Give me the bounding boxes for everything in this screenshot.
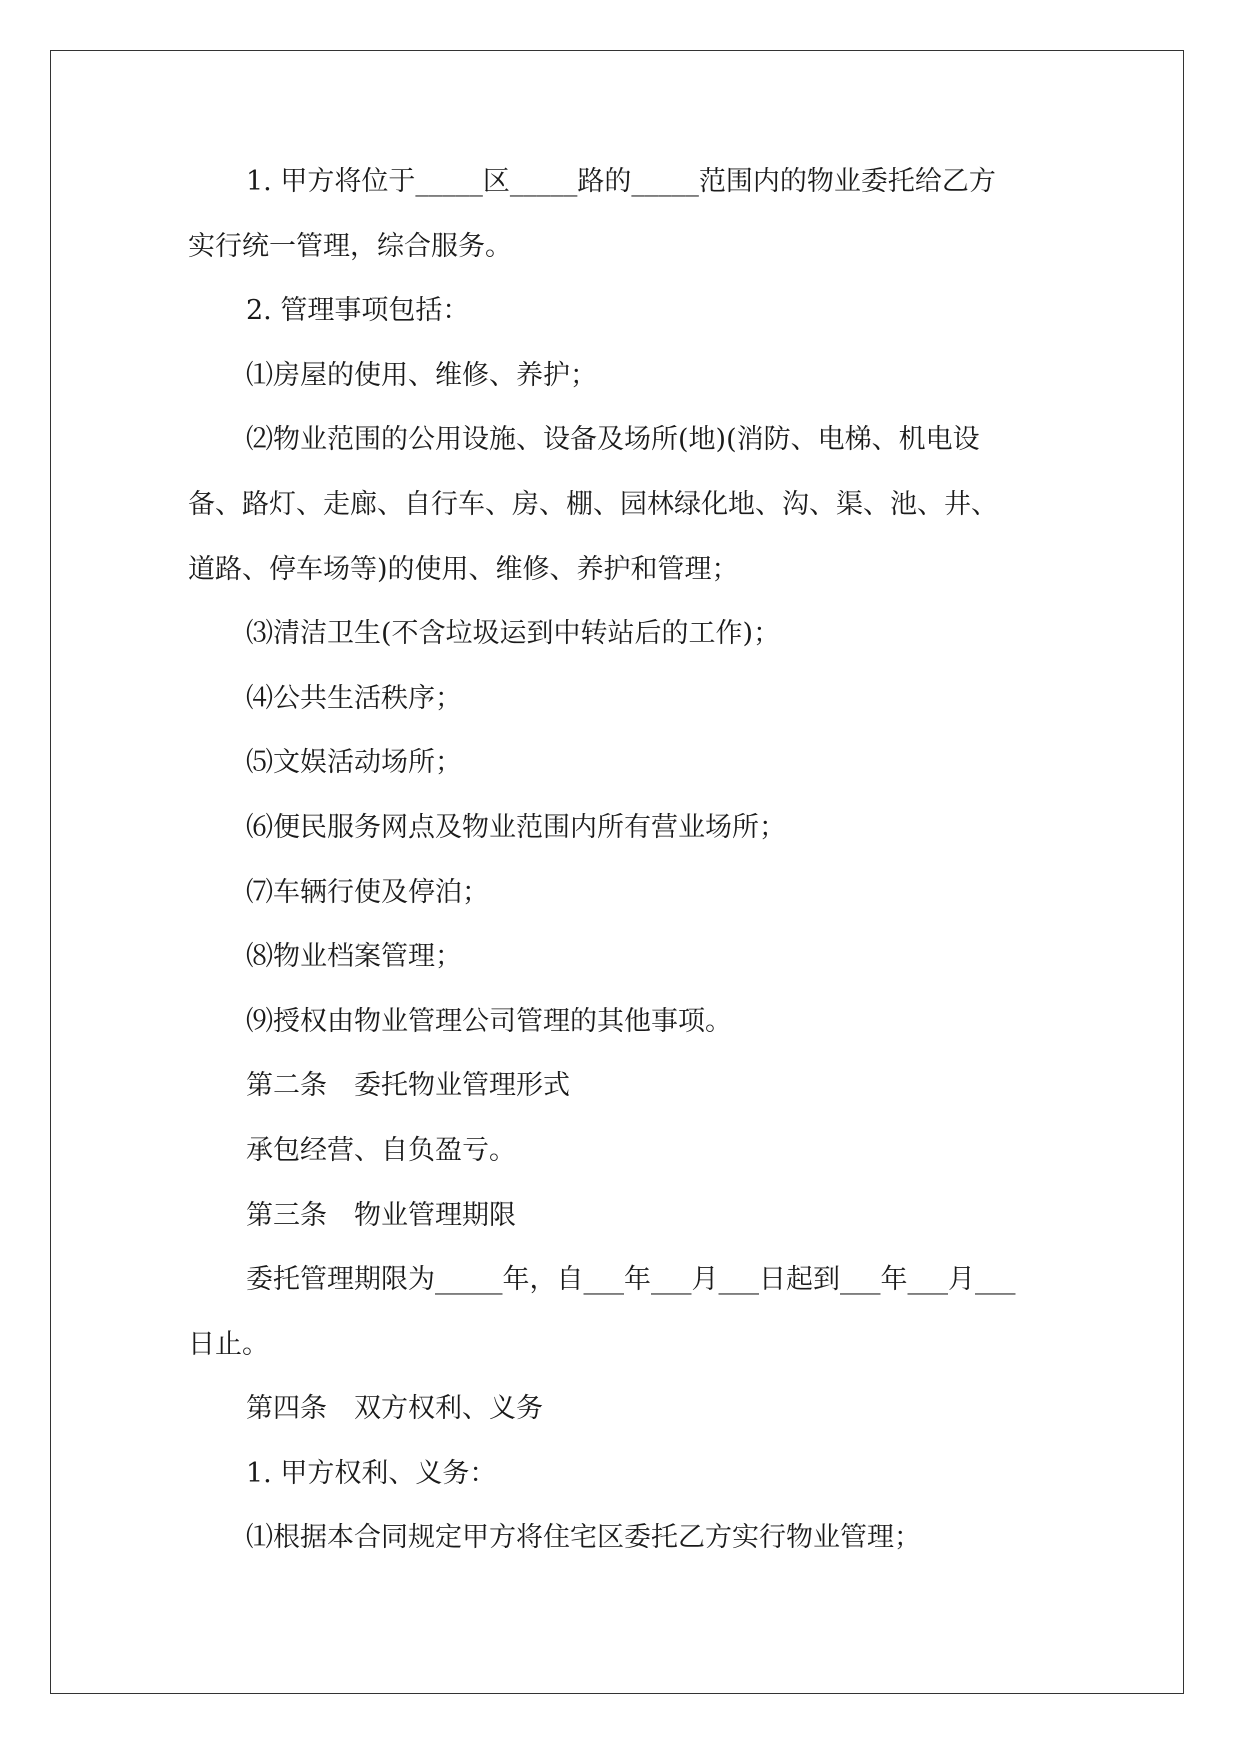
section-heading: 第二条 委托物业管理形式 [246, 1070, 570, 1102]
text-line: 道路、停车场等)的使用、维修、养护和管理； [188, 553, 739, 585]
text-line: 1. 甲方权利、义务： [246, 1457, 497, 1489]
text-line: ⑷公共生活秩序； [246, 682, 462, 714]
text-line: ⑵物业范围的公用设施、设备及场所(地)(消防、电梯、机电设 [246, 424, 980, 456]
text-line: 实行统一管理，综合服务。 [188, 230, 512, 262]
text-line: ⑼授权由物业管理公司管理的其他事项。 [246, 1005, 732, 1037]
section-heading: 第四条 双方权利、义务 [246, 1393, 543, 1425]
text-line: 1. 甲方将位于_____区_____路的_____范围内的物业委托给乙方 [246, 166, 996, 197]
text-line: ⑴房屋的使用、维修、养护； [246, 359, 597, 391]
text-line: 2. 管理事项包括： [246, 295, 470, 327]
text-line: 承包经营、自负盈亏。 [246, 1134, 516, 1166]
text-line: 备、路灯、走廊、自行车、房、棚、园林绿化地、沟、渠、池、井、 [188, 488, 998, 520]
text-line: ⑸文娱活动场所； [246, 747, 462, 779]
document-body [188, 150, 1068, 1571]
text-line: ⑺车辆行使及停泊； [246, 876, 489, 908]
section-heading: 第三条 物业管理期限 [246, 1199, 516, 1231]
text-line: 委托管理期限为_____年，自___年___月___日起到___年___月___ [246, 1264, 1016, 1296]
text-line: ⑴根据本合同规定甲方将住宅区委托乙方实行物业管理； [246, 1522, 921, 1554]
text-line: ⑶清洁卫生(不含垃圾运到中转站后的工作)； [246, 618, 781, 650]
text-line: ⑹便民服务网点及物业范围内所有营业场所； [246, 811, 786, 843]
text-line: 日止。 [188, 1328, 269, 1360]
text-line: ⑻物业档案管理； [246, 941, 462, 973]
